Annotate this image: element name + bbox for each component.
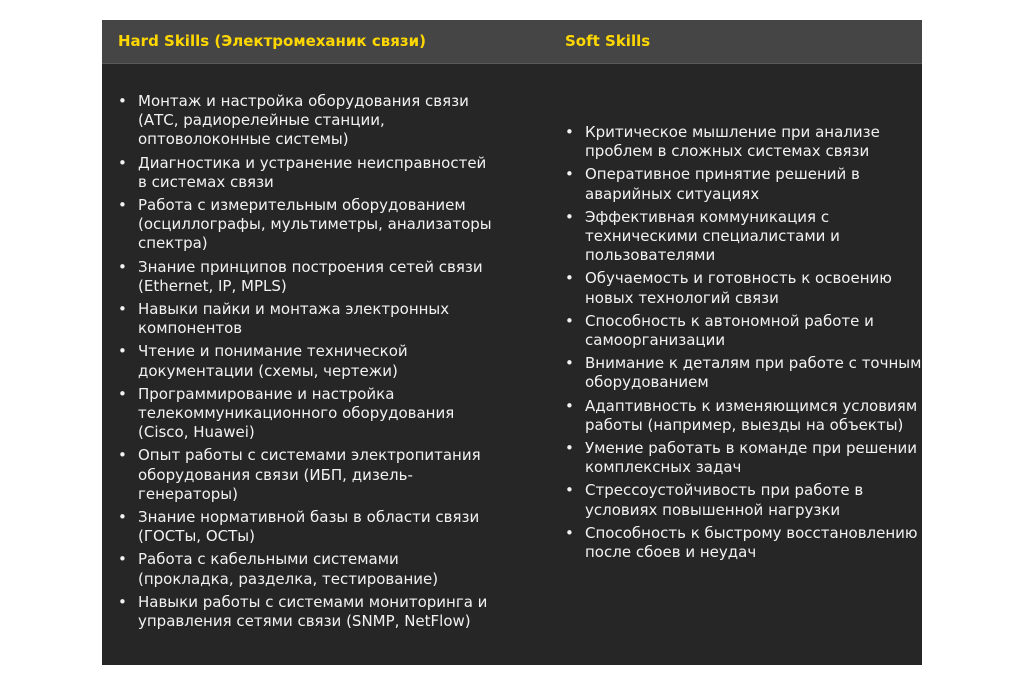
list-item: • Внимание к деталям при работе с точным оборудованием [549,354,939,392]
list-item: • Адаптивность к изменяющимся условиям работы (например, выезды на объекты) [549,397,939,435]
soft-skills-list [549,123,939,566]
skills-table [102,20,922,665]
list-item: • Знание нормативной базы в области связи (ГОСТы, ОСТы) [102,508,492,546]
list-item: • Эффективная коммуникация с техническими специалистами и пользователями [549,208,939,266]
list-item: • Способность к быстрому восстановлению после сбоев и неудач [549,524,939,562]
list-item: • Работа с измерительным оборудованием (осциллографы, мультиметры, анализаторы спектра) [102,196,492,254]
list-item: • Опыт работы с системами электропитания оборудования связи (ИБП, дизель-генераторы) [102,446,492,504]
list-item: • Обучаемость и готовность к освоению новых технологий связи [549,269,939,307]
table-header [102,20,922,64]
list-item: • Монтаж и настройка оборудования связи (АТС, радиорелейные станции, оптоволоконные системы) [102,92,492,150]
list-item: • Умение работать в команде при решении комплексных задач [549,439,939,477]
hard-skills-header: Hard Skills (Электромеханик связи) [118,32,426,50]
list-item: • Работа с кабельными системами (прокладка, разделка, тестирование) [102,550,492,588]
list-item: • Навыки пайки и монтажа электронных компонентов [102,300,492,338]
list-item: • Навыки работы с системами мониторинга и управления сетями связи (SNMP, NetFlow) [102,593,492,631]
list-item: • Чтение и понимание технической документации (схемы, чертежи) [102,342,492,380]
list-item: • Способность к автономной работе и самоорганизации [549,312,939,350]
list-item: • Диагностика и устранение неисправностей в системах связи [102,154,492,192]
list-item: • Программирование и настройка телекоммуникационного оборудования (Cisco, Huawei) [102,385,492,443]
list-item: • Оперативное принятие решений в аварийных ситуациях [549,165,939,203]
list-item: • Стрессоустойчивость при работе в условиях повышенной нагрузки [549,481,939,519]
hard-skills-list [102,92,492,635]
list-item: • Критическое мышление при анализе проблем в сложных системах связи [549,123,939,161]
soft-skills-header: Soft Skills [565,32,651,50]
list-item: • Знание принципов построения сетей связи (Ethernet, IP, MPLS) [102,258,492,296]
